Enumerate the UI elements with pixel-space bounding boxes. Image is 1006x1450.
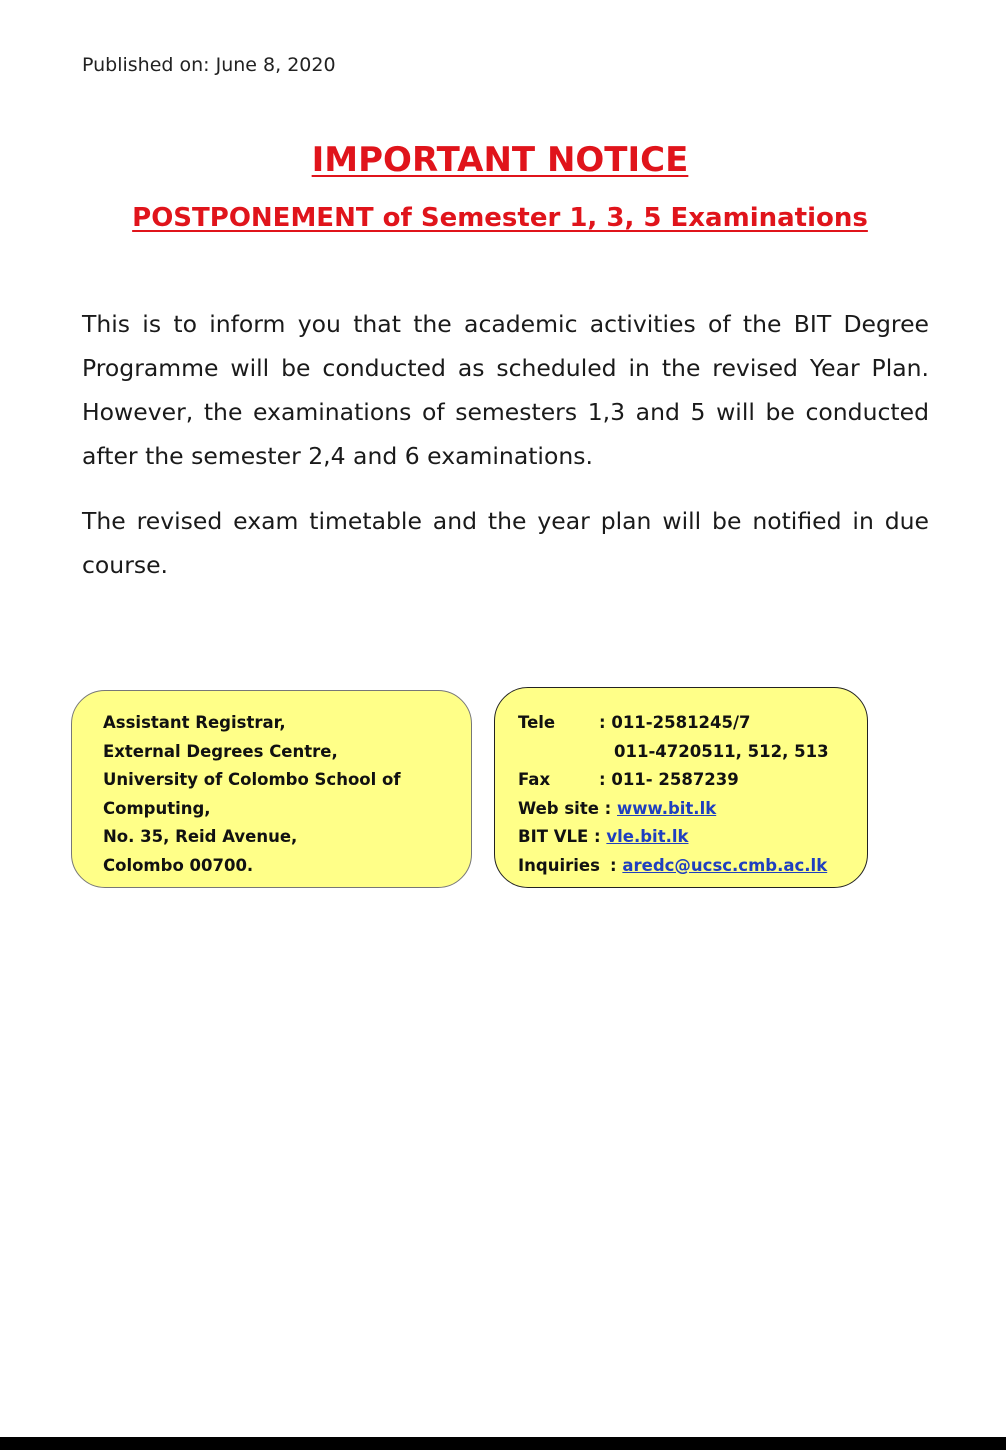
address-line: External Degrees Centre, [103,741,338,761]
tele-label: Tele [518,713,556,732]
inquiries-separator: : [610,855,617,875]
website-link[interactable]: www.bit.lk [617,798,717,818]
fax-label: Fax [518,770,551,789]
notice-subtitle: POSTPONEMENT of Semester 1, 3, 5 Examinations [132,203,868,233]
website-label: Web site : [518,798,612,818]
address-line: University of Colombo School of [103,770,401,789]
tele-row-2 [518,738,857,767]
bottom-bar [0,1437,1006,1450]
notice-paragraph: This is to inform you that the academic activities of the BIT Degree Programme will be conducted as scheduled in the revised Year Plan. However, the examinations of semesters 1,3 and 5 will be conducted after the semester 2,4 and 6 examinations. [82,310,929,470]
inquiries-row [518,852,857,881]
address-line: Assistant Registrar, [103,713,286,732]
address-box [71,690,472,888]
website-row [518,795,857,824]
published-date: Published on: June 8, 2020 [82,54,336,76]
fax-value: : 011- 2587239 [599,770,739,789]
tele-value-2: 011-4720511, 512, 513 [614,741,829,761]
inquiries-label: Inquiries [518,855,600,875]
address-line: No. 35, Reid Avenue, [103,827,298,846]
tele-row [518,709,857,738]
contact-box [494,687,868,888]
inquiries-email-link[interactable]: aredc@ucsc.cmb.ac.lk [622,855,828,875]
address-line: Colombo 00700. [103,855,254,875]
address-line: Computing, [103,798,211,818]
tele-value: : 011-2581245/7 [599,713,751,732]
vle-row [518,823,857,852]
vle-label: BIT VLE : [518,827,601,846]
fax-row [518,766,857,795]
notice-paragraph: The revised exam timetable and the year plan will be notified in due course. [82,507,929,579]
vle-link[interactable]: vle.bit.lk [606,827,689,846]
notice-title: IMPORTANT NOTICE [311,140,689,180]
